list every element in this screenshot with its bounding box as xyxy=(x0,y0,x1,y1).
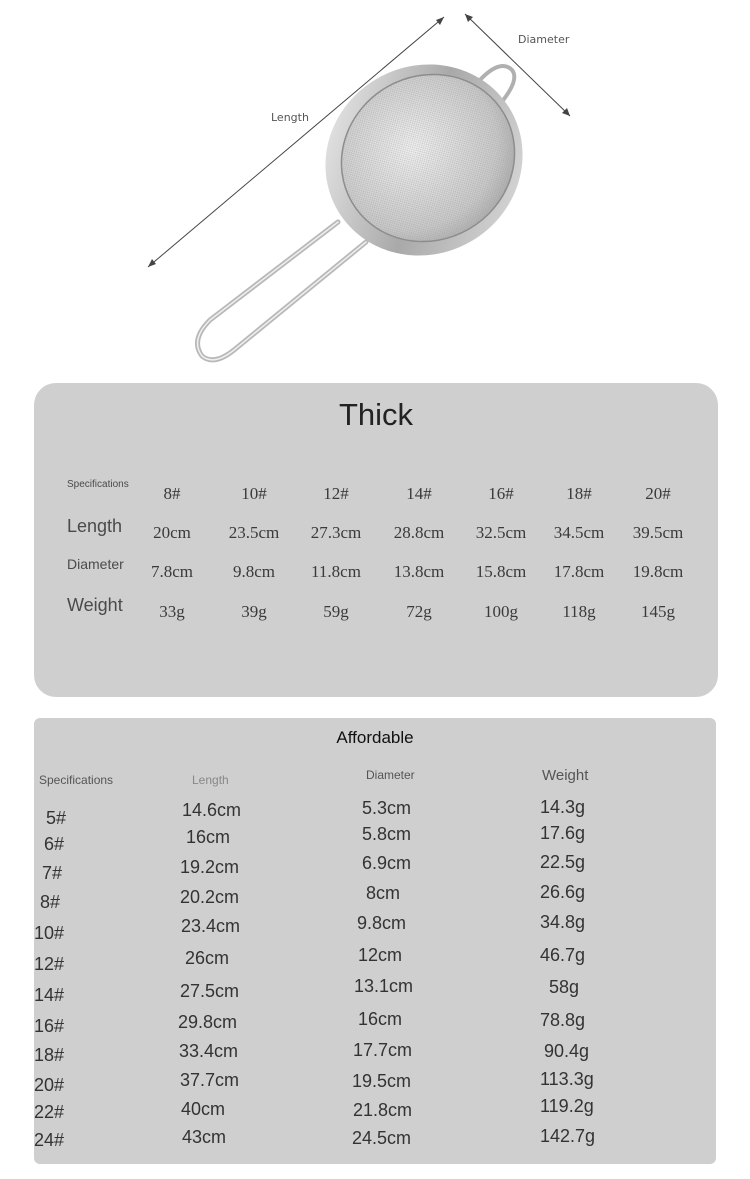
diameter-cell: 5.8cm xyxy=(362,824,412,844)
weight-cell: 72g xyxy=(406,602,432,621)
weight-cell: 100g xyxy=(484,602,518,621)
length-cell: 33.4cm xyxy=(179,1041,239,1061)
length-cell: 27.5cm xyxy=(180,981,240,1001)
specifications-row-label: Specifications xyxy=(67,479,129,490)
spec-cell: 10# xyxy=(34,923,65,943)
spec-cell: 12# xyxy=(323,484,349,503)
weight-cell: 26.6g xyxy=(540,882,586,902)
spec-cell: 10# xyxy=(241,484,267,503)
diameter-cell: 19.8cm xyxy=(632,562,684,581)
weight-cell: 58g xyxy=(549,977,580,997)
thick-spec-panel xyxy=(34,383,718,697)
spec-cell: 14# xyxy=(406,484,432,503)
length-cell: 19.2cm xyxy=(180,857,240,877)
diameter-row-label: Diameter xyxy=(67,556,124,572)
length-cell: 39.5cm xyxy=(632,523,684,542)
diameter-cell: 15.8cm xyxy=(475,562,527,581)
affordable-spec-panel xyxy=(34,718,716,1164)
length-cell: 32.5cm xyxy=(475,523,527,542)
weight-cell: 22.5g xyxy=(540,852,586,872)
diameter-cell: 9.8cm xyxy=(232,562,276,581)
weight-header: Weight xyxy=(542,767,589,784)
strainer-image xyxy=(0,0,750,375)
weight-cell: 14.3g xyxy=(540,797,586,817)
length-cell: 16cm xyxy=(186,827,231,847)
length-cell: 28.8cm xyxy=(393,523,445,542)
diameter-header: Diameter xyxy=(366,768,415,782)
length-cell: 40cm xyxy=(181,1099,226,1119)
length-cell: 20.2cm xyxy=(180,887,240,907)
spec-cell: 18# xyxy=(566,484,592,503)
spec-cell: 8# xyxy=(40,892,61,912)
diameter-cell: 24.5cm xyxy=(352,1128,412,1148)
diameter-cell: 5.3cm xyxy=(362,798,412,818)
weight-cell: 34.8g xyxy=(540,912,586,932)
weight-row-label: Weight xyxy=(67,595,123,615)
spec-cell: 24# xyxy=(34,1130,65,1150)
spec-cell: 20# xyxy=(645,484,671,503)
weight-cell: 46.7g xyxy=(540,945,586,965)
spec-cell: 5# xyxy=(46,808,67,828)
spec-cell: 20# xyxy=(34,1075,65,1095)
weight-cell: 145g xyxy=(641,602,675,621)
diameter-cell: 11.8cm xyxy=(311,562,361,581)
weight-cell: 118g xyxy=(562,602,596,621)
diameter-label: Diameter xyxy=(518,33,570,46)
weight-cell: 119.2g xyxy=(540,1096,594,1116)
length-cell: 20cm xyxy=(153,523,191,542)
length-row-label: Length xyxy=(67,516,123,536)
diameter-cell: 6.9cm xyxy=(362,853,412,873)
diameter-cell: 13.1cm xyxy=(354,976,414,996)
weight-cell: 142.7g xyxy=(540,1126,596,1146)
thick-title: Thick xyxy=(338,397,414,432)
length-cell: 23.5cm xyxy=(228,523,280,542)
weight-cell: 33g xyxy=(159,602,185,621)
diameter-cell: 19.5cm xyxy=(352,1071,412,1091)
specifications-header: Specifications xyxy=(39,773,114,787)
diameter-cell: 8cm xyxy=(366,883,401,903)
length-cell: 34.5cm xyxy=(553,523,605,542)
weight-cell: 39g xyxy=(241,602,267,621)
length-cell: 23.4cm xyxy=(181,916,241,936)
diameter-cell: 13.8cm xyxy=(393,562,445,581)
weight-cell: 17.6g xyxy=(540,823,586,843)
diameter-cell: 9.8cm xyxy=(357,913,407,933)
product-illustration xyxy=(0,0,750,375)
spec-cell: 16# xyxy=(488,484,514,503)
spec-cell: 14# xyxy=(34,985,65,1005)
length-cell: 26cm xyxy=(185,948,230,968)
spec-cell: 8# xyxy=(163,484,181,503)
weight-cell: 59g xyxy=(323,602,349,621)
length-cell: 29.8cm xyxy=(178,1012,238,1032)
spec-cell: 12# xyxy=(34,954,65,974)
affordable-title: Affordable xyxy=(336,728,414,747)
diameter-cell: 16cm xyxy=(358,1009,403,1029)
weight-cell: 78.8g xyxy=(540,1010,586,1030)
diameter-cell: 17.7cm xyxy=(353,1040,413,1060)
diameter-cell: 21.8cm xyxy=(353,1100,413,1120)
spec-cell: 18# xyxy=(34,1045,65,1065)
spec-cell: 16# xyxy=(34,1016,65,1036)
spec-cell: 7# xyxy=(42,863,63,883)
weight-cell: 113.3g xyxy=(540,1069,594,1089)
length-header: Length xyxy=(192,773,229,787)
diameter-cell: 12cm xyxy=(358,945,403,965)
diameter-cell: 7.8cm xyxy=(150,562,194,581)
length-cell: 14.6cm xyxy=(182,800,242,820)
length-cell: 43cm xyxy=(182,1127,227,1147)
spec-cell: 6# xyxy=(44,834,65,854)
length-label: Length xyxy=(271,111,309,124)
weight-cell: 90.4g xyxy=(544,1041,590,1061)
diameter-cell: 17.8cm xyxy=(553,562,605,581)
length-cell: 37.7cm xyxy=(180,1070,240,1090)
spec-cell: 22# xyxy=(34,1102,65,1122)
length-cell: 27.3cm xyxy=(310,523,362,542)
